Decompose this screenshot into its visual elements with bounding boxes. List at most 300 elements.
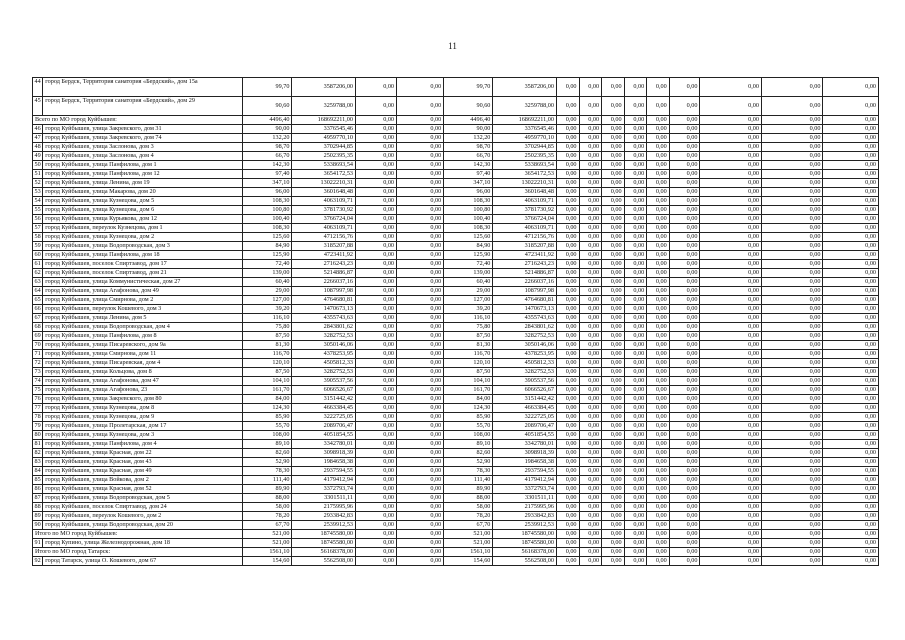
table-cell: 89,90 <box>243 485 292 494</box>
table-cell: 0,00 <box>761 97 823 116</box>
row-number: 81 <box>33 440 43 449</box>
table-cell: 1470673,13 <box>292 305 356 314</box>
table-cell: 4063109,71 <box>493 197 557 206</box>
table-cell: 3185207,88 <box>493 242 557 251</box>
table-cell: 56168378,00 <box>292 548 356 557</box>
table-cell: 0,00 <box>761 305 823 314</box>
table-cell: 72,40 <box>243 260 292 269</box>
table-cell: 0,00 <box>624 260 647 269</box>
table-cell: 0,00 <box>397 97 444 116</box>
table-cell: 3905537,56 <box>493 377 557 386</box>
table-cell: 0,00 <box>823 97 879 116</box>
table-cell: 2937594,55 <box>493 467 557 476</box>
table-cell: 0,00 <box>761 224 823 233</box>
table-cell: 154,60 <box>444 557 493 566</box>
table-cell: 0,00 <box>397 548 444 557</box>
table-cell: 0,00 <box>700 224 762 233</box>
table-cell: 90,60 <box>444 97 493 116</box>
table-row <box>33 125 879 134</box>
table-cell: 0,00 <box>397 116 444 125</box>
table-cell: 0,00 <box>602 269 625 278</box>
table-cell: 0,00 <box>823 341 879 350</box>
table-cell: 0,00 <box>397 314 444 323</box>
table-cell: 0,00 <box>556 143 579 152</box>
table-cell: 104,10 <box>444 377 493 386</box>
table-cell: 0,00 <box>669 431 700 440</box>
row-number: 88 <box>33 503 43 512</box>
table-cell: 0,00 <box>823 359 879 368</box>
table-cell: 0,00 <box>823 377 879 386</box>
table-cell: 75,80 <box>444 323 493 332</box>
address-cell: город Куйбышев, поселок Спиртзавод, дом 21 <box>43 269 243 278</box>
table-cell: 0,00 <box>579 467 602 476</box>
table-cell: 0,00 <box>397 377 444 386</box>
table-cell: 0,00 <box>700 341 762 350</box>
table-cell: 0,00 <box>669 494 700 503</box>
table-cell: 0,00 <box>700 494 762 503</box>
table-cell: 1087997,98 <box>292 287 356 296</box>
table-cell: 52,90 <box>444 458 493 467</box>
table-cell: 0,00 <box>356 161 397 170</box>
table-cell: 0,00 <box>397 260 444 269</box>
table-cell: 3050146,06 <box>292 341 356 350</box>
row-number: 83 <box>33 458 43 467</box>
row-number: 46 <box>33 125 43 134</box>
row-number: 47 <box>33 134 43 143</box>
table-cell: 0,00 <box>602 413 625 422</box>
table-cell: 0,00 <box>669 197 700 206</box>
table-cell: 0,00 <box>761 404 823 413</box>
table-cell: 0,00 <box>761 78 823 97</box>
table-cell: 5562508,00 <box>292 557 356 566</box>
table-cell: 0,00 <box>669 116 700 125</box>
table-cell: 0,00 <box>700 116 762 125</box>
table-cell: 0,00 <box>761 467 823 476</box>
table-cell: 0,00 <box>356 233 397 242</box>
table-cell: 0,00 <box>823 404 879 413</box>
row-number: 67 <box>33 314 43 323</box>
table-cell: 0,00 <box>823 395 879 404</box>
table-cell: 0,00 <box>823 269 879 278</box>
table-row <box>33 134 879 143</box>
table-cell: 0,00 <box>356 377 397 386</box>
table-cell: 0,00 <box>579 341 602 350</box>
table-cell: 0,00 <box>579 476 602 485</box>
table-cell: 0,00 <box>602 521 625 530</box>
table-cell: 0,00 <box>579 449 602 458</box>
table-cell: 0,00 <box>700 78 762 97</box>
table-cell: 4063109,71 <box>493 224 557 233</box>
table-cell: 2175995,96 <box>493 503 557 512</box>
table-cell: 116,10 <box>444 314 493 323</box>
table-cell: 0,00 <box>556 206 579 215</box>
table-cell: 5214886,87 <box>493 269 557 278</box>
address-cell: город Купино, улица Железнодорожная, дом 18 <box>43 539 243 548</box>
table-cell: 0,00 <box>579 188 602 197</box>
row-number: 57 <box>33 224 43 233</box>
table-row <box>33 296 879 305</box>
table-cell: 0,00 <box>669 97 700 116</box>
table-cell: 0,00 <box>700 125 762 134</box>
table-cell: 3587206,00 <box>292 78 356 97</box>
table-cell: 0,00 <box>397 494 444 503</box>
address-cell: город Куйбышев, улица Кузнецова, дом 2 <box>43 233 243 242</box>
table-cell: 3702944,85 <box>493 143 557 152</box>
table-cell: 100,40 <box>444 215 493 224</box>
table-cell: 0,00 <box>823 350 879 359</box>
table-cell: 127,00 <box>444 296 493 305</box>
address-cell: город Куйбышев, улица Кузнецова, дом 3 <box>43 431 243 440</box>
table-cell: 0,00 <box>761 152 823 161</box>
table-cell: 0,00 <box>823 197 879 206</box>
table-cell: 0,00 <box>624 97 647 116</box>
row-number: 48 <box>33 143 43 152</box>
table-cell: 0,00 <box>356 287 397 296</box>
table-cell: 0,00 <box>823 314 879 323</box>
table-cell: 0,00 <box>356 440 397 449</box>
table-cell: 1984658,38 <box>493 458 557 467</box>
table-cell: 125,60 <box>444 233 493 242</box>
table-cell: 4505812,33 <box>292 359 356 368</box>
table-cell: 0,00 <box>647 170 670 179</box>
table-cell: 0,00 <box>624 188 647 197</box>
table-cell: 0,00 <box>602 215 625 224</box>
table-cell: 0,00 <box>700 215 762 224</box>
table-row <box>33 341 879 350</box>
table-cell: 0,00 <box>761 359 823 368</box>
table-cell: 3587206,00 <box>493 78 557 97</box>
table-row <box>33 359 879 368</box>
table-cell: 0,00 <box>397 341 444 350</box>
table-cell: 39,20 <box>444 305 493 314</box>
table-cell: 0,00 <box>602 260 625 269</box>
table-cell: 0,00 <box>602 548 625 557</box>
table-cell: 0,00 <box>823 557 879 566</box>
table-cell: 4764680,81 <box>493 296 557 305</box>
table-cell: 78,20 <box>243 512 292 521</box>
table-cell: 0,00 <box>669 476 700 485</box>
table-cell: 0,00 <box>356 503 397 512</box>
address-cell: город Куйбышев, улица Курьякова, дом 12 <box>43 215 243 224</box>
table-cell: 0,00 <box>602 503 625 512</box>
table-cell: 0,00 <box>356 359 397 368</box>
table-cell: 2716243,23 <box>292 260 356 269</box>
table-cell: 0,00 <box>356 116 397 125</box>
table-cell: 2089706,47 <box>292 422 356 431</box>
table-cell: 0,00 <box>556 287 579 296</box>
table-cell: 0,00 <box>647 278 670 287</box>
table-cell: 0,00 <box>647 332 670 341</box>
table-cell: 0,00 <box>556 503 579 512</box>
table-cell: 0,00 <box>761 449 823 458</box>
table-cell: 0,00 <box>556 548 579 557</box>
table-cell: 111,40 <box>243 476 292 485</box>
table-cell: 0,00 <box>556 422 579 431</box>
table-cell: 0,00 <box>624 197 647 206</box>
table-cell: 0,00 <box>556 233 579 242</box>
table-cell: 4959770,10 <box>292 134 356 143</box>
table-cell: 0,00 <box>602 97 625 116</box>
table-cell: 0,00 <box>823 530 879 539</box>
table-cell: 0,00 <box>624 395 647 404</box>
table-cell: 0,00 <box>356 332 397 341</box>
table-cell: 0,00 <box>602 449 625 458</box>
table-cell: 0,00 <box>700 314 762 323</box>
table-cell: 0,00 <box>669 440 700 449</box>
table-cell: 0,00 <box>823 458 879 467</box>
table-cell: 0,00 <box>647 224 670 233</box>
table-cell: 0,00 <box>602 431 625 440</box>
row-number: 53 <box>33 188 43 197</box>
table-cell: 3222725,05 <box>493 413 557 422</box>
table-cell: 3376545,46 <box>292 125 356 134</box>
row-number: 69 <box>33 332 43 341</box>
table-cell: 0,00 <box>556 557 579 566</box>
table-cell: 0,00 <box>397 269 444 278</box>
address-cell: город Куйбышев, поселок Спиртзавод, дом 17 <box>43 260 243 269</box>
table-cell: 0,00 <box>602 512 625 521</box>
table-cell: 0,00 <box>823 467 879 476</box>
table-cell: 0,00 <box>647 260 670 269</box>
table-cell: 0,00 <box>624 152 647 161</box>
table-cell: 4378253,95 <box>292 350 356 359</box>
table-cell: 0,00 <box>669 395 700 404</box>
table-cell: 0,00 <box>602 458 625 467</box>
table-cell: 0,00 <box>761 206 823 215</box>
address-cell: город Куйбышев, улица Коммунистическая, дом 27 <box>43 278 243 287</box>
table-cell: 0,00 <box>761 386 823 395</box>
table-cell: 100,80 <box>444 206 493 215</box>
table-cell: 1561,10 <box>444 548 493 557</box>
table-cell: 108,00 <box>243 431 292 440</box>
table-cell: 3282752,53 <box>292 332 356 341</box>
table-cell: 0,00 <box>669 503 700 512</box>
table-row <box>33 440 879 449</box>
table-cell: 82,60 <box>444 449 493 458</box>
table-cell: 0,00 <box>556 134 579 143</box>
table-cell: 0,00 <box>761 413 823 422</box>
table-cell: 0,00 <box>624 368 647 377</box>
table-cell: 3905537,56 <box>292 377 356 386</box>
table-cell: 0,00 <box>823 521 879 530</box>
table-cell: 0,00 <box>579 269 602 278</box>
table-cell: 0,00 <box>579 224 602 233</box>
table-cell: 0,00 <box>397 476 444 485</box>
table-cell: 0,00 <box>700 521 762 530</box>
row-number: 86 <box>33 485 43 494</box>
table-cell: 0,00 <box>823 548 879 557</box>
table-cell: 1470673,13 <box>493 305 557 314</box>
table-cell: 0,00 <box>700 269 762 278</box>
table-cell: 0,00 <box>624 278 647 287</box>
table-cell: 0,00 <box>823 287 879 296</box>
table-cell: 0,00 <box>356 314 397 323</box>
table-cell: 0,00 <box>700 431 762 440</box>
table-row <box>33 78 879 97</box>
address-cell: город Куйбышев, улица Панфилова, дом 4 <box>43 440 243 449</box>
table-cell: 0,00 <box>823 134 879 143</box>
table-cell: 0,00 <box>556 539 579 548</box>
address-cell: город Куйбышев, переулок Кошевого, дом 3 <box>43 305 243 314</box>
table-cell: 0,00 <box>669 269 700 278</box>
address-cell: город Куйбышев, улица Водопроводская, дом 20 <box>43 521 243 530</box>
table-cell: 0,00 <box>669 422 700 431</box>
table-cell: 0,00 <box>579 197 602 206</box>
table-cell: 0,00 <box>624 332 647 341</box>
table-row <box>33 242 879 251</box>
table-row <box>33 97 879 116</box>
table-cell: 0,00 <box>761 368 823 377</box>
table-cell: 0,00 <box>624 305 647 314</box>
table-cell: 3702944,85 <box>292 143 356 152</box>
table-cell: 84,00 <box>243 395 292 404</box>
table-cell: 0,00 <box>647 440 670 449</box>
table-cell: 0,00 <box>700 97 762 116</box>
table-cell: 87,50 <box>444 368 493 377</box>
table-cell: 0,00 <box>647 494 670 503</box>
table-cell: 0,00 <box>602 305 625 314</box>
table-cell: 0,00 <box>647 188 670 197</box>
table-cell: 99,70 <box>444 78 493 97</box>
table-cell: 0,00 <box>669 368 700 377</box>
table-cell: 0,00 <box>356 188 397 197</box>
table-cell: 0,00 <box>669 359 700 368</box>
table-cell: 125,90 <box>444 251 493 260</box>
table-cell: 0,00 <box>700 404 762 413</box>
table-cell: 0,00 <box>700 512 762 521</box>
table-cell: 3185207,88 <box>292 242 356 251</box>
table-cell: 0,00 <box>624 485 647 494</box>
table-cell: 0,00 <box>647 485 670 494</box>
table-cell: 90,60 <box>243 97 292 116</box>
table-cell: 0,00 <box>700 458 762 467</box>
table-cell: 0,00 <box>356 197 397 206</box>
table-cell: 0,00 <box>397 530 444 539</box>
table-cell: 0,00 <box>823 494 879 503</box>
table-cell: 98,70 <box>243 143 292 152</box>
table-cell: 0,00 <box>624 287 647 296</box>
table-cell: 0,00 <box>579 134 602 143</box>
table-cell: 4723411,92 <box>493 251 557 260</box>
table-cell: 0,00 <box>647 116 670 125</box>
table-cell: 0,00 <box>647 386 670 395</box>
table-cell: 0,00 <box>624 341 647 350</box>
table-cell: 0,00 <box>647 404 670 413</box>
address-cell: город Куйбышев, улица Макарова, дом 20 <box>43 188 243 197</box>
row-number: 72 <box>33 359 43 368</box>
table-cell: 52,90 <box>243 458 292 467</box>
table-row <box>33 251 879 260</box>
table-cell: 0,00 <box>397 206 444 215</box>
table-cell: 0,00 <box>579 548 602 557</box>
table-cell: 3259788,00 <box>292 97 356 116</box>
table-cell: 0,00 <box>669 224 700 233</box>
total-row <box>33 548 879 557</box>
table-cell: 0,00 <box>356 386 397 395</box>
address-cell: город Куйбышев, улица Водопроводская, дом 5 <box>43 494 243 503</box>
address-cell: город Куйбышев, улица Панфилова, дом 18 <box>43 251 243 260</box>
table-cell: 0,00 <box>761 530 823 539</box>
table-cell: 0,00 <box>700 368 762 377</box>
table-cell: 0,00 <box>397 395 444 404</box>
table-cell: 0,00 <box>647 368 670 377</box>
table-cell: 58,00 <box>444 503 493 512</box>
table-cell: 0,00 <box>579 494 602 503</box>
table-cell: 0,00 <box>669 143 700 152</box>
table-cell: 0,00 <box>579 368 602 377</box>
table-cell: 6066526,67 <box>292 386 356 395</box>
table-cell: 4051854,55 <box>493 431 557 440</box>
table-cell: 0,00 <box>602 143 625 152</box>
row-number: 60 <box>33 251 43 260</box>
table-cell: 0,00 <box>602 278 625 287</box>
table-cell: 0,00 <box>823 161 879 170</box>
table-row <box>33 521 879 530</box>
table-cell: 0,00 <box>761 314 823 323</box>
table-cell: 0,00 <box>823 179 879 188</box>
table-cell: 0,00 <box>602 395 625 404</box>
table-cell: 0,00 <box>624 404 647 413</box>
table-cell: 0,00 <box>700 134 762 143</box>
table-cell: 0,00 <box>579 350 602 359</box>
table-cell: 0,00 <box>579 386 602 395</box>
address-cell: город Татарск, улица О. Кошевого, дом 67 <box>43 557 243 566</box>
table-cell: 0,00 <box>647 242 670 251</box>
table-cell: 0,00 <box>556 97 579 116</box>
row-number: 50 <box>33 161 43 170</box>
row-number: 49 <box>33 152 43 161</box>
table-cell: 0,00 <box>823 539 879 548</box>
table-cell: 3098918,39 <box>292 449 356 458</box>
table-cell: 0,00 <box>556 494 579 503</box>
table-cell: 4496,40 <box>243 116 292 125</box>
table-cell: 0,00 <box>579 512 602 521</box>
table-cell: 120,10 <box>243 359 292 368</box>
table-cell: 0,00 <box>647 323 670 332</box>
table-cell: 0,00 <box>823 206 879 215</box>
table-cell: 0,00 <box>647 395 670 404</box>
table-row <box>33 494 879 503</box>
table-cell: 0,00 <box>556 242 579 251</box>
table-cell: 0,00 <box>556 197 579 206</box>
table-cell: 0,00 <box>356 251 397 260</box>
table-cell: 82,60 <box>243 449 292 458</box>
table-cell: 0,00 <box>579 377 602 386</box>
address-cell: город Куйбышев, улица Войкова, дом 2 <box>43 476 243 485</box>
table-cell: 0,00 <box>761 251 823 260</box>
table-cell: 0,00 <box>647 152 670 161</box>
table-cell: 0,00 <box>624 503 647 512</box>
table-cell: 84,00 <box>444 395 493 404</box>
table-cell: 0,00 <box>700 557 762 566</box>
table-cell: 0,00 <box>647 179 670 188</box>
table-cell: 0,00 <box>761 557 823 566</box>
table-cell: 0,00 <box>556 78 579 97</box>
table-cell: 0,00 <box>700 476 762 485</box>
table-cell: 0,00 <box>647 359 670 368</box>
table-cell: 0,00 <box>823 125 879 134</box>
table-row <box>33 404 879 413</box>
table-cell: 3151442,42 <box>292 395 356 404</box>
table-cell: 0,00 <box>647 78 670 97</box>
table-cell: 0,00 <box>700 548 762 557</box>
row-number: 85 <box>33 476 43 485</box>
table-cell: 0,00 <box>602 296 625 305</box>
table-cell: 0,00 <box>624 377 647 386</box>
table-cell: 108,30 <box>243 197 292 206</box>
table-cell: 0,00 <box>356 206 397 215</box>
table-cell: 96,00 <box>243 188 292 197</box>
